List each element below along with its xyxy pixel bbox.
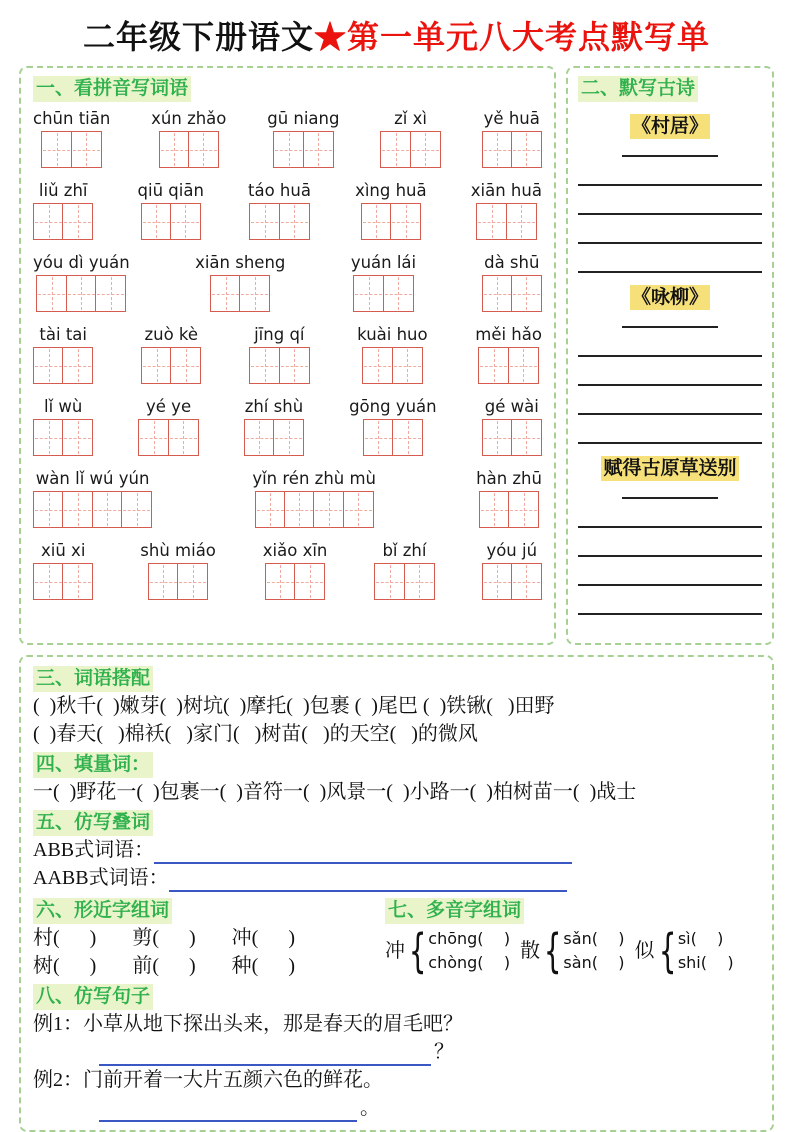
poem-blank-line[interactable] [578, 357, 762, 386]
polyphone-reading: chòng( ) [428, 953, 511, 972]
character-cell[interactable] [390, 203, 421, 240]
cell-group [265, 563, 325, 600]
cell-group [33, 491, 152, 528]
pinyin-word-unit [380, 107, 440, 168]
pinyin-word-unit [33, 251, 130, 312]
reduplication-row [33, 864, 760, 892]
pinyin-row [33, 179, 542, 240]
pinyin-word-unit [374, 539, 434, 600]
character-cell[interactable] [279, 347, 310, 384]
character-cell[interactable] [177, 563, 208, 600]
character-cell[interactable] [244, 419, 275, 456]
character-cell[interactable] [383, 275, 414, 312]
bottom-section [19, 655, 774, 1132]
pinyin-label: yuán lái [350, 253, 417, 272]
pinyin-label: yǐn rén zhù mù [252, 469, 377, 488]
character-cell[interactable] [255, 491, 286, 528]
character-cell[interactable] [508, 491, 539, 528]
sentence-end-punctuation: 。 [360, 1097, 380, 1119]
character-cell[interactable] [374, 563, 405, 600]
character-cell[interactable] [392, 419, 423, 456]
sentence-examples [33, 1010, 760, 1122]
pinyin-word-unit [263, 539, 328, 600]
sentence-blank-line[interactable] [99, 1098, 357, 1122]
character-cell[interactable] [294, 563, 325, 600]
pinyin-label: dà shū [484, 253, 540, 272]
poem-blank-line[interactable] [578, 328, 762, 357]
pinyin-word-unit [33, 467, 152, 528]
character-cell[interactable] [506, 203, 537, 240]
poem-blank-line[interactable] [578, 557, 762, 586]
cell-group [33, 347, 93, 384]
pinyin-label: xiān huā [470, 181, 542, 200]
character-cell[interactable] [33, 203, 64, 240]
pinyin-word-unit [33, 539, 93, 600]
sentence-example: 例1：小草从地下探出头来，那是春天的眉毛吧？ [33, 1013, 463, 1035]
cell-group [482, 131, 542, 168]
pinyin-label: gōng yuán [349, 397, 437, 416]
polyphones-heading-row [385, 896, 760, 924]
cell-group [210, 275, 270, 312]
polyphone-group [634, 924, 734, 978]
character-cell[interactable] [170, 203, 201, 240]
pinyin-word-unit [138, 179, 204, 240]
cell-group [482, 419, 542, 456]
poem-blank-line[interactable] [578, 586, 762, 615]
pinyin-label: táo huā [248, 181, 311, 200]
pinyin-label: gū niang [267, 109, 340, 128]
character-cell[interactable] [511, 419, 542, 456]
character-cell[interactable] [273, 131, 304, 168]
character-cell[interactable] [362, 347, 393, 384]
sentences-heading: 八、仿写句子 [33, 984, 153, 1010]
cell-group [478, 347, 538, 384]
cell-group [36, 275, 126, 312]
similar-char-item: 剪( ) [132, 927, 196, 949]
pinyin-word-unit [482, 107, 542, 168]
character-cell[interactable] [33, 563, 64, 600]
measure-words-heading: 四、填量词： [33, 752, 153, 778]
cell-group [141, 203, 201, 240]
cell-group [482, 563, 542, 600]
pinyin-label: xìng huā [355, 181, 427, 200]
character-cell[interactable] [392, 347, 423, 384]
poem-blank-line[interactable] [578, 215, 762, 244]
polyphone-group [385, 924, 511, 978]
pinyin-label: xiū xi [41, 541, 86, 560]
reduplication-heading-row [33, 808, 760, 836]
character-cell[interactable] [36, 275, 67, 312]
character-cell[interactable] [141, 203, 172, 240]
pinyin-label: shù miáo [140, 541, 216, 560]
character-cell[interactable] [62, 491, 93, 528]
poem-blank-line[interactable] [578, 244, 762, 273]
pinyin-row [33, 395, 542, 456]
character-cell[interactable] [410, 131, 441, 168]
character-cell[interactable] [476, 203, 507, 240]
pinyin-word-unit [482, 251, 542, 312]
reduplication-label: ABB式词语： [33, 839, 155, 861]
pinyin-rows [33, 107, 542, 600]
character-cell[interactable] [511, 563, 542, 600]
polyphone-char: 散 [520, 940, 541, 962]
pinyin-label: qiū qiān [137, 181, 204, 200]
pinyin-word-unit [355, 179, 427, 240]
character-cell[interactable] [479, 491, 510, 528]
pinyin-word-unit [349, 395, 437, 456]
similar-char-row [33, 952, 385, 980]
cell-group [249, 203, 309, 240]
character-cell[interactable] [511, 131, 542, 168]
character-cell[interactable] [239, 275, 270, 312]
character-cell[interactable] [62, 203, 93, 240]
poem-title-row [578, 285, 762, 310]
character-cell[interactable] [92, 491, 123, 528]
poem-blank-line[interactable] [578, 415, 762, 444]
pinyin-row [33, 107, 542, 168]
poem-block [578, 456, 762, 615]
cell-group [479, 491, 539, 528]
reduplication-heading: 五、仿写叠词 [33, 810, 153, 836]
character-cell[interactable] [141, 347, 172, 384]
pinyin-label: bǐ zhí [382, 541, 427, 560]
similar-char-item: 冲( ) [231, 927, 295, 949]
pinyin-label: kuài huo [357, 325, 428, 344]
similar-char-rows [33, 924, 385, 980]
cell-group [363, 419, 423, 456]
polyphone-char: 似 [634, 940, 655, 962]
sentence-answer-row [33, 1094, 760, 1122]
character-cell[interactable] [168, 419, 199, 456]
cell-group [41, 131, 101, 168]
cell-group [362, 347, 422, 384]
measure-words-line: 一( )野花一( )包裹一( )音符一( )风景一( )小路一( )柏树苗一( )战士 [33, 781, 637, 803]
pinyin-row [33, 251, 542, 312]
cell-group [33, 563, 93, 600]
character-cell[interactable] [159, 131, 190, 168]
similar-chars-col [33, 894, 385, 980]
sentence-blank-line[interactable] [99, 1042, 431, 1066]
character-cell[interactable] [62, 419, 93, 456]
page-title-red: ★第一单元八大考点默写单 [314, 19, 711, 55]
reduplication-blank-line[interactable] [169, 868, 567, 892]
character-cell[interactable] [265, 563, 296, 600]
character-cell[interactable] [482, 419, 513, 456]
cell-group [353, 275, 413, 312]
character-cell[interactable] [41, 131, 72, 168]
polyphone-char: 冲 [385, 940, 405, 962]
pinyin-word-unit [267, 107, 339, 168]
poem-title: 《村居》 [631, 116, 708, 137]
pinyin-section-heading: 一、看拼音写词语 [33, 76, 191, 102]
character-cell[interactable] [478, 347, 509, 384]
word-match-heading-row [33, 664, 760, 692]
character-cell[interactable] [66, 275, 97, 312]
reduplication-row [33, 836, 760, 864]
reduplication-rows [33, 836, 760, 892]
poem-block [578, 285, 762, 444]
character-cell[interactable] [62, 347, 93, 384]
character-cell[interactable] [284, 491, 315, 528]
pinyin-word-unit [151, 107, 226, 168]
character-cell[interactable] [380, 131, 411, 168]
poem-blank-line[interactable] [578, 528, 762, 557]
character-cell[interactable] [249, 203, 280, 240]
character-cell[interactable] [482, 275, 513, 312]
cell-group [148, 563, 208, 600]
cell-group [244, 419, 304, 456]
poem-title-row [578, 456, 762, 481]
pinyin-label: yóu jú [486, 541, 538, 560]
cell-group [141, 347, 201, 384]
char-sections [33, 894, 760, 980]
pinyin-label: zhí shù [244, 397, 304, 416]
character-cell[interactable] [170, 347, 201, 384]
pinyin-label: yé ye [146, 397, 192, 416]
sentence-example: 例2：门前开着一大片五颜六色的鲜花。 [33, 1069, 383, 1091]
character-cell[interactable] [353, 275, 384, 312]
character-cell[interactable] [303, 131, 334, 168]
character-cell[interactable] [148, 563, 179, 600]
similar-char-item: 树( ) [33, 955, 97, 977]
pinyin-word-unit [351, 251, 416, 312]
pinyin-word-unit [138, 395, 198, 456]
pinyin-label: zǐ xì [394, 109, 427, 128]
pinyin-label: wàn lǐ wú yún [35, 469, 150, 488]
reduplication-blank-line[interactable] [154, 840, 572, 864]
character-cell[interactable] [482, 131, 513, 168]
character-cell[interactable] [210, 275, 241, 312]
cell-group [249, 347, 309, 384]
pinyin-label: xiǎo xīn [262, 541, 328, 560]
character-cell[interactable] [33, 419, 64, 456]
poem-heading-row [578, 76, 762, 102]
cell-group [476, 203, 536, 240]
measure-words-heading-row [33, 750, 760, 778]
pinyin-heading-row [33, 76, 542, 102]
pinyin-word-unit [33, 323, 93, 384]
pinyin-label: tài tai [39, 325, 87, 344]
pinyin-word-unit [249, 323, 309, 384]
pinyin-word-unit [475, 323, 542, 384]
pinyin-word-unit [195, 251, 285, 312]
character-cell[interactable] [33, 491, 64, 528]
polyphone-readings [563, 927, 624, 975]
pinyin-label: gé wài [484, 397, 539, 416]
polyphones-col [385, 894, 760, 980]
character-cell[interactable] [404, 563, 435, 600]
page-title [0, 0, 793, 58]
polyphone-reading: sàn( ) [563, 953, 625, 972]
polyphones-heading: 七、多音字组词 [385, 898, 524, 924]
cell-group [482, 275, 542, 312]
poem-title: 赋得古原草送别 [603, 458, 737, 479]
cell-group [138, 419, 198, 456]
character-cell[interactable] [188, 131, 219, 168]
character-cell[interactable] [121, 491, 152, 528]
cell-group [33, 419, 93, 456]
pinyin-word-unit [248, 179, 311, 240]
poem-title-row [578, 114, 762, 139]
character-cell[interactable] [62, 563, 93, 600]
cell-group [374, 563, 434, 600]
pinyin-word-unit [244, 395, 304, 456]
pinyin-label: xiān sheng [195, 253, 286, 272]
character-cell[interactable] [249, 347, 280, 384]
page-title-black: 二年级下册语文 [82, 19, 314, 55]
sentence-end-punctuation: ？ [434, 1041, 454, 1063]
pinyin-word-unit [482, 395, 542, 456]
pinyin-section [19, 66, 556, 645]
pinyin-row [33, 323, 542, 384]
pinyin-word-unit [476, 467, 542, 528]
cell-group [255, 491, 374, 528]
character-cell[interactable] [95, 275, 126, 312]
character-cell[interactable] [279, 203, 310, 240]
cell-group [273, 131, 333, 168]
pinyin-label: hàn zhū [476, 469, 542, 488]
similar-char-row [33, 924, 385, 952]
poem-list [578, 114, 762, 615]
cell-group [380, 131, 440, 168]
character-cell[interactable] [361, 203, 392, 240]
reduplication-label: AABB式词语： [33, 867, 169, 889]
character-cell[interactable] [343, 491, 374, 528]
character-cell[interactable] [482, 563, 513, 600]
pinyin-row [33, 467, 542, 528]
character-cell[interactable] [33, 347, 64, 384]
similar-chars-heading-row [33, 896, 385, 924]
top-section [19, 66, 774, 645]
polyphone-groups [385, 924, 760, 978]
character-cell[interactable] [363, 419, 394, 456]
pinyin-word-unit [482, 539, 542, 600]
sentences-heading-row [33, 982, 760, 1010]
polyphone-reading: chōng( ) [428, 929, 511, 948]
character-cell[interactable] [138, 419, 169, 456]
similar-char-item: 种( ) [231, 955, 295, 977]
word-match-lines [33, 692, 760, 748]
similar-char-item: 前( ) [132, 955, 196, 977]
pinyin-label: yě huā [483, 109, 540, 128]
pinyin-word-unit [33, 179, 93, 240]
similar-char-item: 村( ) [33, 927, 97, 949]
pinyin-label: jīng qí [254, 325, 305, 344]
polyphone-reading: shi( ) [677, 953, 734, 972]
polyphone-group [520, 924, 625, 978]
brace-glyph: { [408, 924, 427, 978]
pinyin-word-unit [357, 323, 427, 384]
character-cell[interactable] [508, 347, 539, 384]
character-cell[interactable] [71, 131, 102, 168]
poem-section [566, 66, 774, 645]
pinyin-label: lǐ wù [44, 397, 83, 416]
word-match-line: ( )春天( )棉袄( )家门( )树苗( )的天空( )的微风 [33, 723, 478, 745]
pinyin-word-unit [140, 539, 216, 600]
polyphone-reading: sǎn( ) [563, 929, 625, 948]
word-match-line: ( )秋千( )嫩芽( )树坑( )摩托( )包裹 ( )尾巴 ( )铁锹( )田野 [33, 695, 555, 717]
polyphone-readings [678, 927, 734, 975]
character-cell[interactable] [273, 419, 304, 456]
character-cell[interactable] [313, 491, 344, 528]
poem-blank-line[interactable] [578, 386, 762, 415]
poem-blank-line[interactable] [578, 499, 762, 528]
pinyin-word-unit [33, 107, 110, 168]
poem-blank-line[interactable] [578, 186, 762, 215]
pinyin-label: měi hǎo [475, 325, 542, 344]
pinyin-label: zuò kè [144, 325, 199, 344]
pinyin-label: chūn tiān [33, 109, 111, 128]
cell-group [33, 203, 93, 240]
poem-blank-line[interactable] [578, 157, 762, 186]
pinyin-word-unit [471, 179, 542, 240]
polyphone-readings [428, 927, 510, 975]
word-match-heading: 三、词语搭配 [33, 666, 153, 692]
cell-group [159, 131, 219, 168]
poem-block [578, 114, 762, 273]
polyphone-reading: sì( ) [677, 929, 724, 948]
pinyin-label: yóu dì yuán [33, 253, 130, 272]
brace-glyph: { [543, 924, 562, 978]
similar-chars-heading: 六、形近字组词 [33, 898, 172, 924]
pinyin-label: xún zhǎo [151, 109, 227, 128]
brace-glyph: { [658, 924, 676, 978]
cell-group [361, 203, 421, 240]
character-cell[interactable] [511, 275, 542, 312]
sentence-answer-row [33, 1038, 760, 1066]
pinyin-word-unit [252, 467, 376, 528]
pinyin-row [33, 539, 542, 600]
pinyin-word-unit [33, 395, 93, 456]
poem-section-heading: 二、默写古诗 [578, 76, 698, 102]
pinyin-label: liǔ zhī [38, 181, 88, 200]
poem-title: 《咏柳》 [631, 287, 708, 308]
pinyin-word-unit [141, 323, 201, 384]
